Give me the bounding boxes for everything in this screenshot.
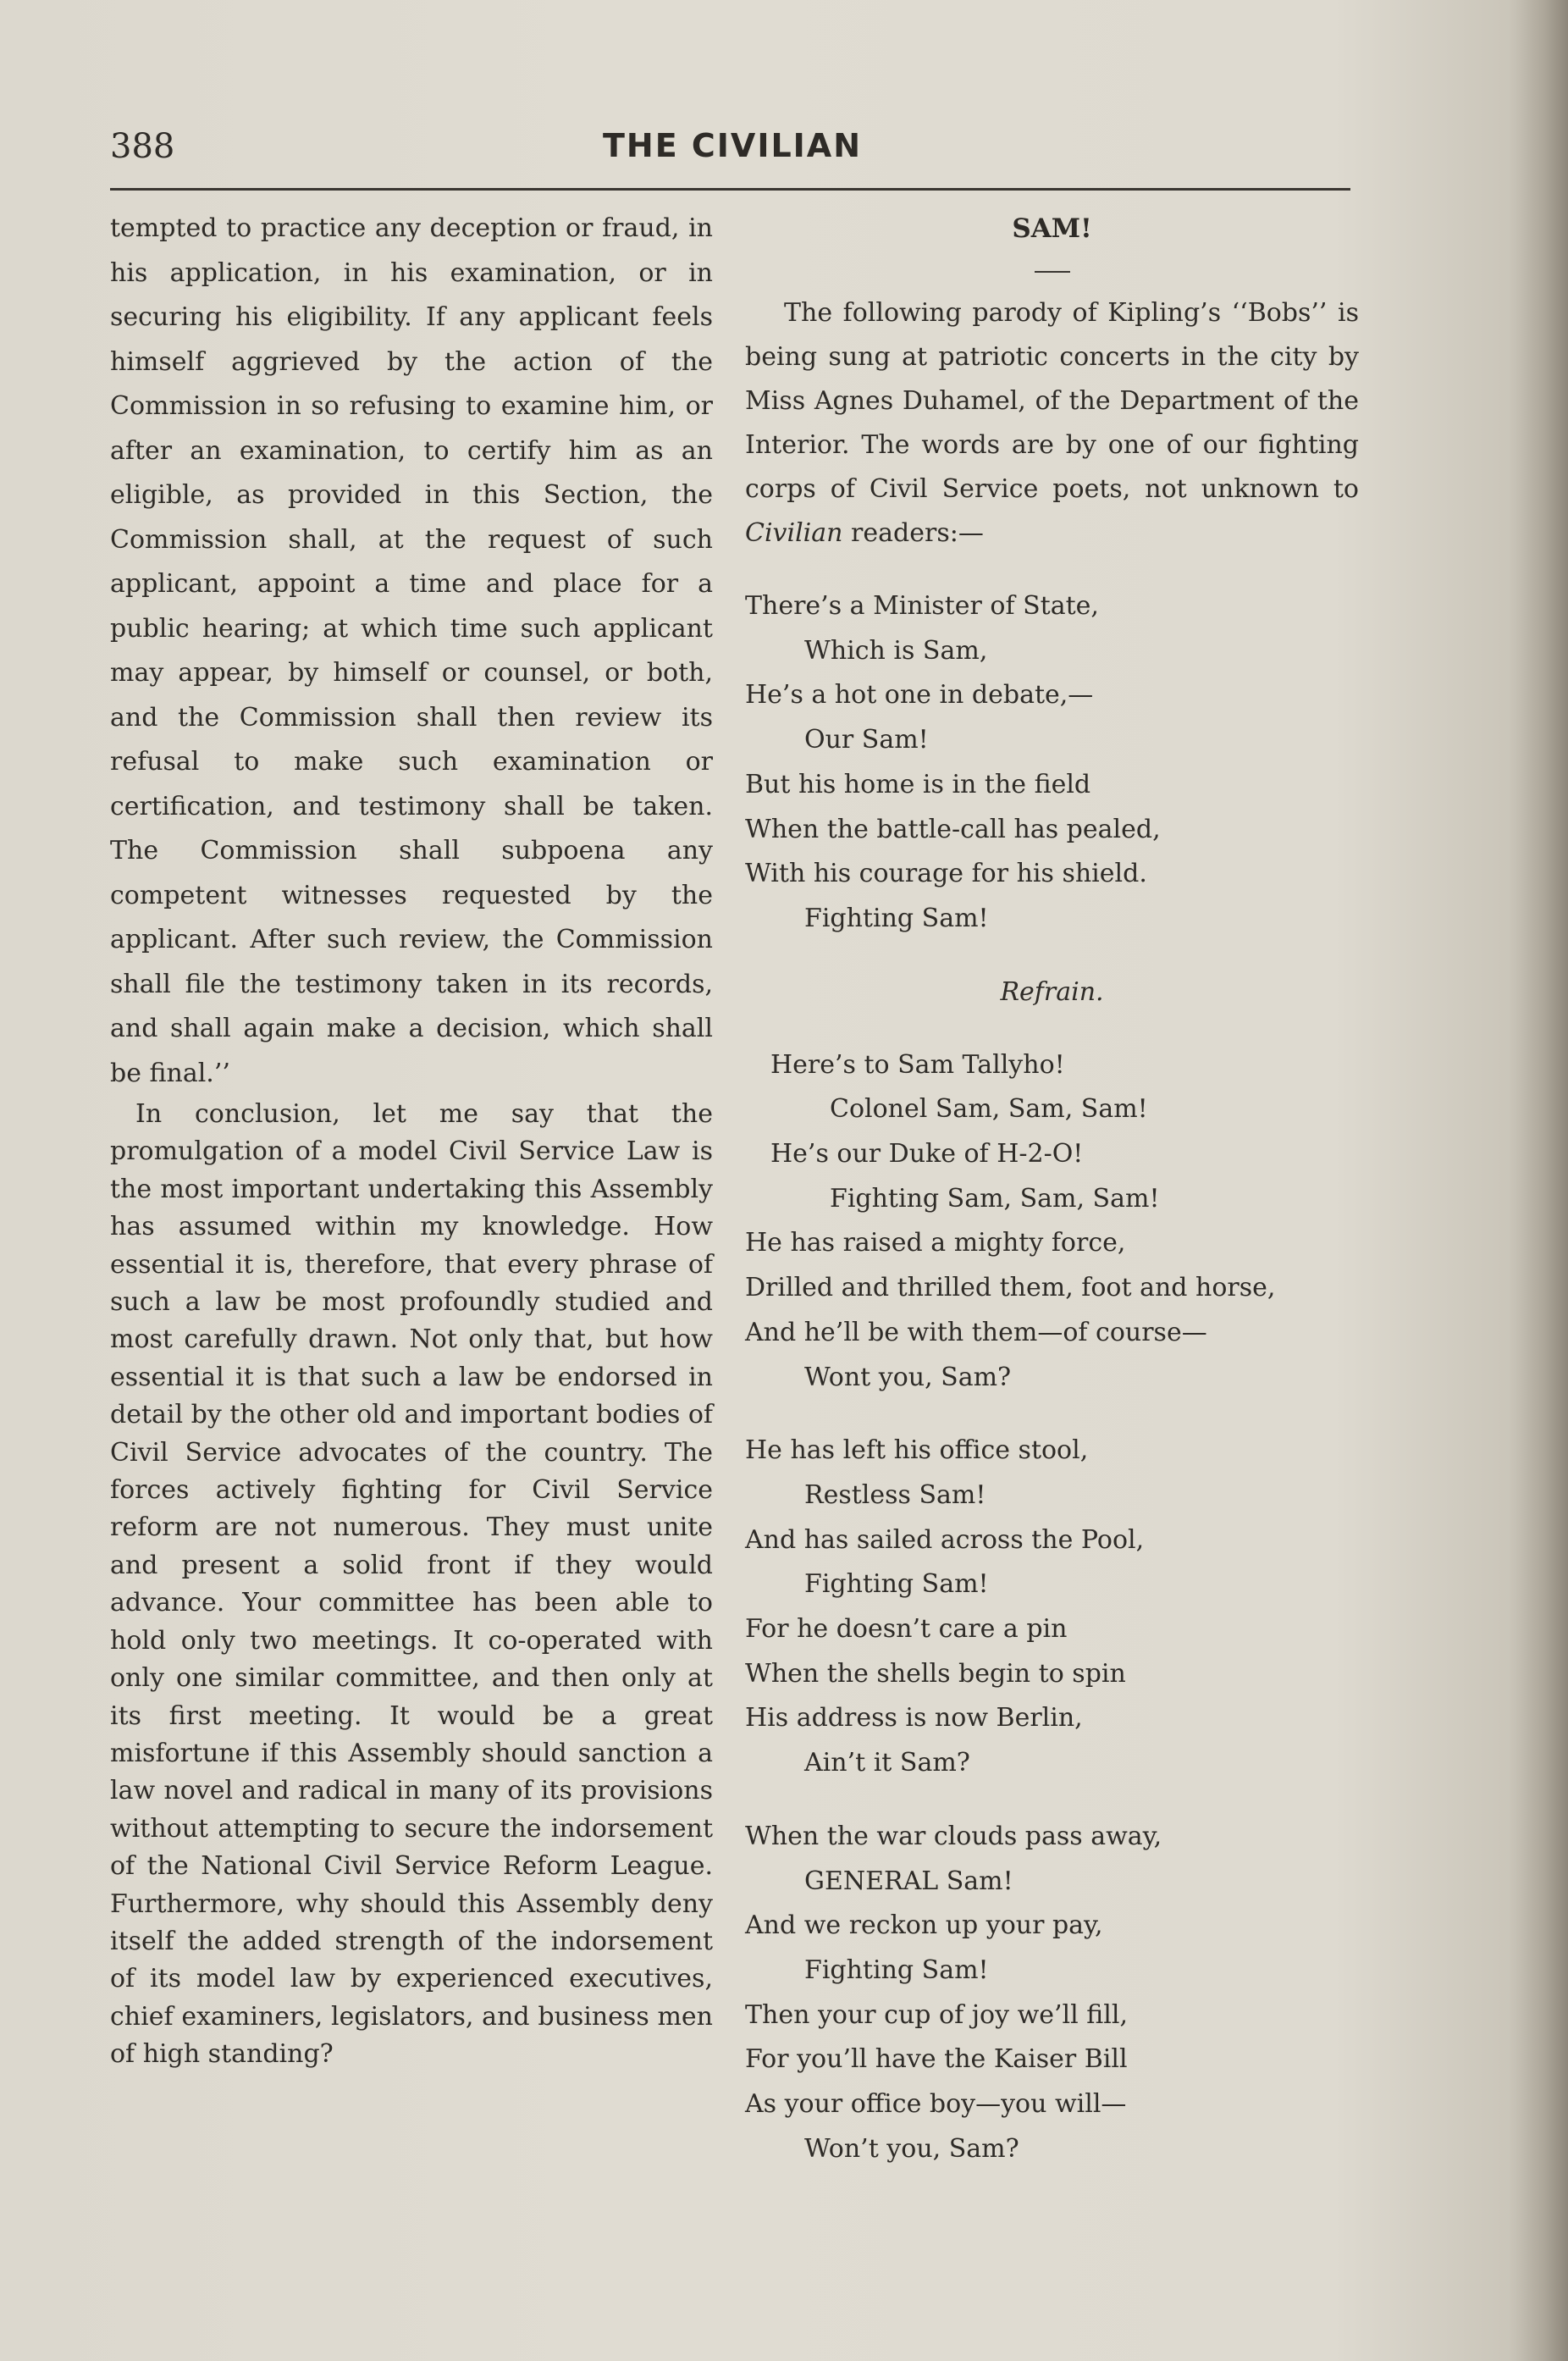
poem-line: Colonel Sam, Sam, Sam! — [830, 1094, 1148, 1125]
running-title: THE CIVILIAN — [602, 127, 863, 164]
poem-line: He’s our Duke of H-2-O! — [770, 1139, 1084, 1169]
paragraph-conclusion: In conclusion, let me say that the promulgation of a model Civil Service Law is the most important undertaking this Assembly has assumed within my knowledge. How essential it is, therefore, that every phrase of such a law be most profoundly studied and most carefully drawn. Not only that, but how essential it is that such a law be endorsed in detail by the other old and important bodies of Civil Service advocates of the country. The forces actively fighting for Civil Service reform are not numerous. They must unite and present a solid front if they would advance. Your committee has been able to hold only two meetings. It co-operated with only one similar committee, and then only at its first meeting. It would be a great misfortune if this Assembly should sanction a law novel and radical in many of its provisions without attempting to secure the indorsement of the National Civil Service Reform League. Furthermore, why should this Assembly deny itself the added strength of the indorsement of its model law by experienced executives, chief examiners, legislators, and business men of high standing? — [110, 1099, 713, 2070]
intro-text: The following parody of Kipling’s ‘‘Bobs’’ is being sung at patriotic concerts in the city by Miss Agnes Duhamel, of the Department of the Interior. The words are by one of our fighting corps of Civil Service poets, not unknown to — [745, 298, 1359, 504]
poem-line: And we reckon up your pay, — [745, 1910, 1103, 1941]
intro-paragraph — [745, 291, 1359, 556]
intro-italic: Civilian — [745, 518, 843, 548]
poem-line: GENERAL Sam! — [804, 1866, 1013, 1896]
intro-end: readers:— — [842, 518, 984, 548]
poem-line: Wont you, Sam? — [804, 1362, 1012, 1392]
poem-line: Won’t you, Sam? — [804, 2133, 1019, 2164]
binding-shadow — [1509, 0, 1568, 2361]
page-number: 388 — [110, 127, 175, 166]
poem-line: He’s a hot one in debate,— — [745, 680, 1094, 711]
left-column — [110, 207, 713, 2074]
poem-line: When the battle-call has pealed, — [745, 814, 1161, 844]
poem-line: When the shells begin to spin — [745, 1658, 1126, 1689]
page-header — [110, 127, 1355, 186]
poem-line: Our Sam! — [804, 725, 929, 755]
stanza-1 — [745, 584, 1359, 942]
poem-line: For you’ll have the Kaiser Bill — [745, 2044, 1128, 2075]
poem-line: Which is Sam, — [804, 635, 988, 666]
poem-line: With his courage for his shield. — [745, 859, 1147, 889]
poem-line: Restless Sam! — [804, 1479, 986, 1510]
poem-line: Fighting Sam, Sam, Sam! — [830, 1183, 1160, 1214]
poem-line: Fighting Sam! — [804, 1955, 989, 1985]
poem-line: When the war clouds pass away, — [745, 1821, 1162, 1851]
poem-line: Fighting Sam! — [804, 903, 989, 933]
poem-line: Drilled and thrilled them, foot and horse, — [745, 1273, 1276, 1303]
poem-line: For he doesn’t care a pin — [745, 1614, 1068, 1645]
stanza-3 — [745, 1815, 1359, 2172]
poem-line: And he’ll be with them—of course— — [745, 1317, 1207, 1347]
poem-line: He has raised a mighty force, — [745, 1228, 1126, 1258]
refrain-label: Refrain. — [1000, 976, 1104, 1007]
right-column — [745, 207, 1359, 2172]
poem-line: Then your cup of joy we’ll fill, — [745, 1999, 1128, 2030]
poem-line: Ain’t it Sam? — [804, 1748, 970, 1778]
poem-line: Here’s to Sam Tallyho! — [770, 1049, 1065, 1080]
header-rule — [110, 188, 1350, 191]
poem-line: There’s a Minister of State, — [745, 591, 1099, 621]
title-dash — [1035, 271, 1070, 273]
article-intro — [745, 291, 1359, 556]
refrain — [745, 1043, 1359, 1401]
stanza-2 — [745, 1429, 1359, 1786]
poem-line: As your office boy—you will— — [745, 2089, 1127, 2120]
paragraph-continuation: tempted to practice any deception or fraud, in his application, in his examination, or in securing his eligibility. If any applicant feels himself aggrieved by the action of the Commission in so refusing to examine him, or after an examination, to certify him as an eligible, as provided in this Section, the Commission shall, at the request of such applicant, appoint a time and place for a public hearing; at which time such applicant may appear, by himself or counsel, or both, and the Commission shall then review its refusal to make such examination or certification, and testimony shall be taken. The Commission shall subpoena any competent witnesses requested by the applicant. After such review, the Commission shall file the testimony taken in its records, and shall again make a decision, which shall be final.’’ — [110, 213, 713, 1088]
article-title: SAM! — [1012, 213, 1092, 244]
poem-line: He has left his office stool, — [745, 1435, 1089, 1466]
poem-line: But his home is in the field — [745, 769, 1091, 799]
poem-line: Fighting Sam! — [804, 1569, 989, 1600]
poem-line: His address is now Berlin, — [745, 1703, 1083, 1733]
poem-line: And has sailed across the Pool, — [745, 1524, 1145, 1555]
